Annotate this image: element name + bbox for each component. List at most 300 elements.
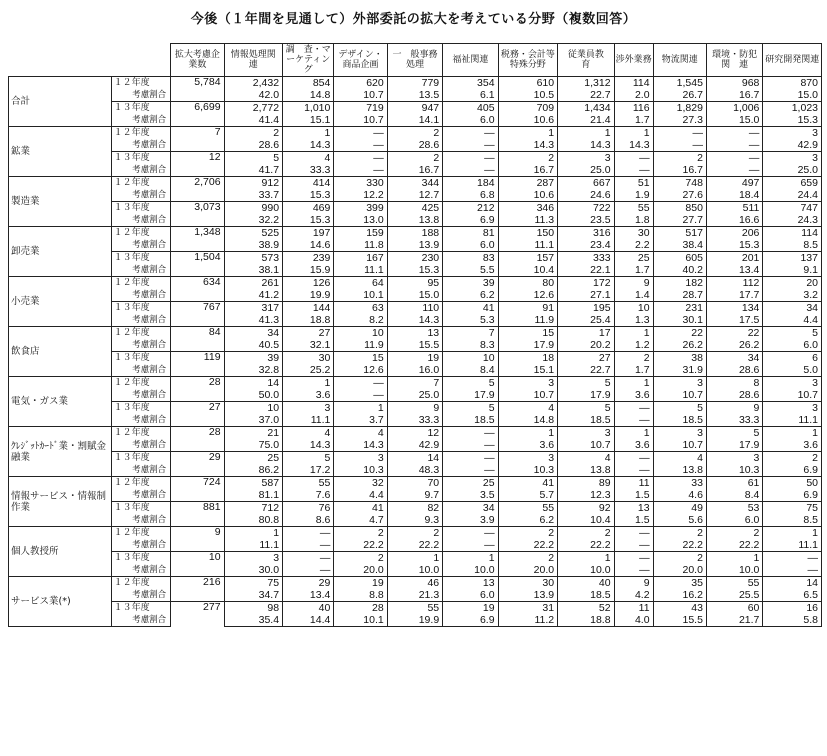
ratio-cell: 22.7 [558,364,614,377]
company-count: 724 [171,477,224,502]
value-cell: 2 [498,527,558,540]
ratio-cell: 32.1 [283,339,334,352]
value-cell: 35 [653,577,706,590]
value-cell: 2 [387,527,442,540]
ratio-cell: 4.7 [334,514,387,527]
company-count: 28 [171,427,224,452]
value-cell: 27 [558,352,614,365]
ratio-cell: 3.6 [614,439,653,452]
ratio-cell: 38.4 [653,239,706,252]
ratio-cell: — [653,139,706,152]
value-cell: 3 [224,552,283,565]
value-cell: — [283,527,334,540]
ratio-cell: 17.9 [443,389,498,402]
value-cell: 55 [614,202,653,215]
table-row [9,389,822,402]
ratio-cell: 10.0 [558,564,614,577]
value-cell: 4 [558,452,614,465]
value-cell: 95 [387,277,442,290]
company-count: 10 [171,552,224,577]
company-count: 767 [171,302,224,327]
ratio-cell: 6.0 [443,589,498,602]
table-row [9,214,822,227]
ratio-cell: 10.7 [653,389,706,402]
value-cell: 5 [558,402,614,415]
table-row [9,577,822,590]
value-cell: 850 [653,202,706,215]
value-cell: 287 [498,177,558,190]
ratio-cell: 12.3 [558,489,614,502]
value-cell: 28 [334,602,387,615]
year-label: １３年度 [111,152,171,165]
ratio-cell: 10.3 [334,464,387,477]
value-cell: 116 [614,102,653,115]
ratio-cell: 22.2 [387,539,442,552]
ratio-cell: 3.7 [334,414,387,427]
value-cell: 230 [387,252,442,265]
value-cell: 2 [653,552,706,565]
ratio-cell: 6.1 [443,89,498,102]
ratio-cell: 26.2 [653,339,706,352]
value-cell: — [614,402,653,415]
ratio-label: 考慮割合 [111,89,171,102]
ratio-cell: 3.6 [763,439,822,452]
ratio-cell: 23.4 [558,239,614,252]
value-cell: 1 [498,127,558,140]
ratio-cell: — [283,539,334,552]
value-cell: 55 [387,602,442,615]
value-cell: — [283,552,334,565]
ratio-cell: 10.1 [334,614,387,627]
ratio-cell: 15.9 [283,264,334,277]
ratio-label: 考慮割合 [111,464,171,477]
table-row [9,539,822,552]
ratio-cell: 40.2 [653,264,706,277]
ratio-cell: 33.3 [283,164,334,177]
ratio-cell: 15.0 [763,89,822,102]
value-cell: 15 [334,352,387,365]
value-cell: 51 [614,177,653,190]
table-row [9,152,822,165]
header-col: 渉外業務 [614,44,653,77]
company-count: 7 [171,127,224,152]
value-cell: 38 [653,352,706,365]
value-cell: 8 [706,377,762,390]
value-cell: 11 [614,477,653,490]
value-cell: 1 [614,427,653,440]
ratio-label: 考慮割合 [111,364,171,377]
ratio-cell: 14.3 [558,139,614,152]
ratio-cell: 21.3 [387,589,442,602]
ratio-label: 考慮割合 [111,539,171,552]
header-col: 一 般事務処理 [387,44,442,77]
value-cell: 722 [558,202,614,215]
ratio-cell: 4.2 [614,589,653,602]
company-count: 1,348 [171,227,224,252]
value-cell: 4 [283,427,334,440]
ratio-cell: 30.0 [224,564,283,577]
ratio-cell: 6.5 [763,589,822,602]
value-cell: 13 [443,577,498,590]
ratio-cell: 10.0 [387,564,442,577]
value-cell: 30 [283,352,334,365]
table-row [9,552,822,565]
ratio-label: 考慮割合 [111,439,171,452]
value-cell: 25 [443,477,498,490]
value-cell: 3 [653,377,706,390]
ratio-cell: 10.6 [498,114,558,127]
value-cell: 1 [558,552,614,565]
value-cell: 1 [614,377,653,390]
value-cell: 19 [443,602,498,615]
ratio-cell: 31.9 [653,364,706,377]
value-cell: 64 [334,277,387,290]
value-cell: 605 [653,252,706,265]
ratio-cell: 9.3 [387,514,442,527]
value-cell: 1 [283,377,334,390]
ratio-cell: 10.7 [558,439,614,452]
ratio-cell: 28.6 [224,139,283,152]
value-cell: 34 [706,352,762,365]
ratio-cell: 14.3 [387,314,442,327]
ratio-cell: 27.1 [558,289,614,302]
ratio-cell: 15.1 [283,114,334,127]
value-cell: 70 [387,477,442,490]
ratio-cell: 11.1 [498,239,558,252]
value-cell: 1 [224,527,283,540]
ratio-cell: 4.6 [653,489,706,502]
value-cell: — [443,527,498,540]
ratio-cell: 32.2 [224,214,283,227]
value-cell: 25 [224,452,283,465]
company-count: 84 [171,327,224,352]
ratio-cell: 48.3 [387,464,442,477]
value-cell: 9 [614,577,653,590]
value-cell: 3 [763,152,822,165]
value-cell: 2 [334,527,387,540]
value-cell: 231 [653,302,706,315]
value-cell: 53 [706,502,762,515]
ratio-cell: — [443,164,498,177]
ratio-cell: 13.9 [498,589,558,602]
value-cell: 184 [443,177,498,190]
value-cell: 525 [224,227,283,240]
ratio-cell: 16.6 [706,214,762,227]
value-cell: 2 [706,527,762,540]
ratio-cell: 32.8 [224,364,283,377]
value-cell: 31 [498,602,558,615]
value-cell: 1 [706,552,762,565]
ratio-cell: 22.2 [653,539,706,552]
company-count: 881 [171,502,224,527]
ratio-cell: 20.2 [558,339,614,352]
ratio-cell: 8.3 [443,339,498,352]
value-cell: — [614,152,653,165]
value-cell: 9 [706,402,762,415]
value-cell: 12 [387,427,442,440]
ratio-cell: 24.6 [558,189,614,202]
table-row [9,89,822,102]
ratio-cell: 15.0 [706,114,762,127]
value-cell: 7 [443,327,498,340]
table-row [9,327,822,340]
value-cell: 1,312 [558,77,614,90]
value-cell: — [443,427,498,440]
value-cell: 114 [763,227,822,240]
value-cell: 3 [334,452,387,465]
value-cell: 1 [387,552,442,565]
value-cell: 854 [283,77,334,90]
value-cell: 49 [653,502,706,515]
value-cell: 14 [224,377,283,390]
value-cell: 13 [614,502,653,515]
ratio-cell: 1.8 [614,214,653,227]
value-cell: 3 [498,377,558,390]
ratio-cell: 5.5 [443,264,498,277]
value-cell: 75 [763,502,822,515]
ratio-cell: 2.2 [614,239,653,252]
ratio-cell: 8.8 [334,589,387,602]
value-cell: 1,023 [763,102,822,115]
year-label: １３年度 [111,352,171,365]
ratio-cell: 15.5 [653,614,706,627]
ratio-cell: 12.7 [387,189,442,202]
value-cell: 1 [443,552,498,565]
ratio-cell: 16.0 [387,364,442,377]
year-label: １３年度 [111,402,171,415]
ratio-cell: 13.4 [706,264,762,277]
value-cell: 712 [224,502,283,515]
ratio-cell: 7.6 [283,489,334,502]
ratio-cell: 10.7 [763,389,822,402]
table-row [9,102,822,115]
ratio-cell: 22.2 [558,539,614,552]
ratio-cell: 13.5 [387,89,442,102]
value-cell: 1,010 [283,102,334,115]
table-row [9,414,822,427]
year-label: １３年度 [111,502,171,515]
ratio-cell: 6.0 [763,339,822,352]
ratio-cell: 26.7 [653,89,706,102]
ratio-cell: 10.6 [498,189,558,202]
ratio-cell: 3.9 [443,514,498,527]
industry-label: 鉱業 [9,127,112,177]
ratio-cell: — [614,164,653,177]
ratio-cell: 86.2 [224,464,283,477]
ratio-cell: 10.5 [498,89,558,102]
year-label: １２年度 [111,577,171,590]
ratio-cell: 6.8 [443,189,498,202]
value-cell: 5 [653,402,706,415]
value-cell: 167 [334,252,387,265]
value-cell: 779 [387,77,442,90]
ratio-cell: 25.5 [706,589,762,602]
value-cell: 719 [334,102,387,115]
value-cell: 98 [224,602,283,615]
ratio-cell: 16.7 [498,164,558,177]
year-label: １３年度 [111,602,171,615]
company-count: 119 [171,352,224,377]
ratio-cell: 10.7 [498,389,558,402]
ratio-cell: — [443,439,498,452]
ratio-cell: 6.9 [763,489,822,502]
value-cell: 1 [614,327,653,340]
ratio-cell: 27.7 [653,214,706,227]
ratio-cell: 14.3 [498,139,558,152]
table-row [9,264,822,277]
company-count: 3,073 [171,202,224,227]
value-cell: 425 [387,202,442,215]
ratio-cell: 6.9 [443,214,498,227]
table-row [9,364,822,377]
value-cell: 317 [224,302,283,315]
value-cell: 41 [443,302,498,315]
table-row [9,139,822,152]
ratio-cell: 17.5 [706,314,762,327]
table-row [9,477,822,490]
ratio-cell: — [614,539,653,552]
ratio-cell: 19.9 [387,614,442,627]
value-cell: — [614,452,653,465]
value-cell: 1,829 [653,102,706,115]
ratio-cell: 28.7 [653,289,706,302]
value-cell: 1 [614,127,653,140]
ratio-cell: 10.7 [334,89,387,102]
table-row [9,427,822,440]
value-cell: 10 [443,352,498,365]
value-cell: 10 [224,402,283,415]
ratio-cell: 41.7 [224,164,283,177]
value-cell: 39 [224,352,283,365]
ratio-cell: 23.5 [558,214,614,227]
ratio-cell: 15.3 [283,189,334,202]
value-cell: 573 [224,252,283,265]
value-cell: 76 [283,502,334,515]
year-label: １３年度 [111,552,171,565]
ratio-cell: 38.1 [224,264,283,277]
ratio-label: 考慮割合 [111,614,171,627]
year-label: １３年度 [111,102,171,115]
ratio-cell: 11.1 [224,539,283,552]
value-cell: 2 [653,527,706,540]
page-title: 今後（１年間を見通して）外部委託の拡大を考えている分野（複数回答） [190,12,637,27]
ratio-label: 考慮割合 [111,339,171,352]
ratio-label: 考慮割合 [111,114,171,127]
company-count: 29 [171,452,224,477]
ratio-cell: 1.5 [614,489,653,502]
value-cell: 40 [558,577,614,590]
value-cell: 14 [763,577,822,590]
table-row [9,502,822,515]
table-row [9,127,822,140]
ratio-cell: 19.9 [283,289,334,302]
ratio-label: 考慮割合 [111,314,171,327]
industry-label: 個人教授所 [9,527,112,577]
ratio-cell: 6.2 [498,514,558,527]
value-cell: 25 [614,252,653,265]
value-cell: 469 [283,202,334,215]
value-cell: 7 [387,377,442,390]
value-cell: 114 [614,77,653,90]
ratio-cell: — [443,464,498,477]
ratio-cell: 50.0 [224,389,283,402]
value-cell: 27 [283,327,334,340]
industry-label: 合計 [9,77,112,127]
value-cell: 60 [706,602,762,615]
table-row [9,289,822,302]
value-cell: 55 [498,502,558,515]
value-cell: 159 [334,227,387,240]
ratio-cell: 4.4 [334,489,387,502]
ratio-cell: 30.1 [653,314,706,327]
ratio-cell: 3.6 [614,389,653,402]
value-cell: 3 [558,427,614,440]
value-cell: 6 [763,352,822,365]
value-cell: 1 [763,527,822,540]
industry-label: 小売業 [9,277,112,327]
year-label: １２年度 [111,427,171,440]
ratio-cell: 11.8 [334,239,387,252]
ratio-cell: 14.6 [283,239,334,252]
ratio-cell: 17.9 [498,339,558,352]
year-label: １３年度 [111,452,171,465]
table-row [9,189,822,202]
value-cell: 511 [706,202,762,215]
ratio-cell: 11.1 [763,414,822,427]
industry-label: 情報サービス・情報制作業 [9,477,112,527]
ratio-cell: 12.6 [498,289,558,302]
ratio-cell: 25.0 [763,164,822,177]
value-cell: 4 [653,452,706,465]
ratio-cell: 12.6 [334,364,387,377]
value-cell: 9 [387,402,442,415]
industry-label: ｸﾚｼﾞｯﾄｶｰﾄﾞ業・割賦金融業 [9,427,112,477]
ratio-cell: 10.1 [334,289,387,302]
value-cell: 870 [763,77,822,90]
value-cell: 29 [283,577,334,590]
table-row [9,439,822,452]
value-cell: 91 [498,302,558,315]
ratio-cell: 25.4 [558,314,614,327]
ratio-cell: 5.7 [498,489,558,502]
ratio-cell: 75.0 [224,439,283,452]
ratio-cell: 11.9 [498,314,558,327]
ratio-cell: 16.7 [653,164,706,177]
ratio-cell: — [443,539,498,552]
ratio-cell: 18.5 [558,589,614,602]
value-cell: 83 [443,252,498,265]
value-cell: 15 [498,327,558,340]
value-cell: 22 [706,327,762,340]
ratio-cell: 13.8 [387,214,442,227]
ratio-cell: 3.5 [443,489,498,502]
year-label: １２年度 [111,127,171,140]
table-row [9,352,822,365]
value-cell: 1 [283,127,334,140]
ratio-cell: 1.3 [614,314,653,327]
ratio-cell: 2.0 [614,89,653,102]
value-cell: 41 [334,502,387,515]
value-cell: 32 [334,477,387,490]
value-cell: 4 [334,427,387,440]
value-cell: 2 [614,352,653,365]
ratio-cell: 16.7 [387,164,442,177]
value-cell: — [334,152,387,165]
value-cell: 1 [763,427,822,440]
value-cell: 30 [614,227,653,240]
value-cell: 620 [334,77,387,90]
ratio-cell: 25.0 [558,164,614,177]
